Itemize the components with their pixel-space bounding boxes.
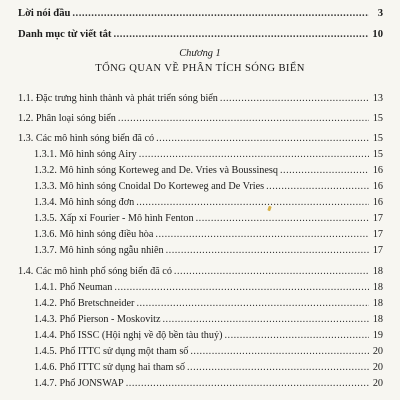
toc-entry-page: 17 — [372, 245, 383, 256]
dot-leader — [224, 328, 369, 343]
toc-entry[interactable] — [34, 360, 383, 375]
toc-entry-page: 3 — [377, 8, 383, 19]
toc-entry[interactable] — [34, 328, 383, 343]
dot-leader — [266, 179, 369, 194]
toc-entry-page: 20 — [372, 346, 383, 357]
toc-entry-title: 1.4.4. Phổ ISSC (Hội nghị về độ bền tàu thuỷ) — [34, 330, 223, 341]
toc-entry-title: 1.3.6. Mô hình sóng điều hòa — [34, 229, 154, 240]
toc-entry-title: 1.3.7. Mô hình sóng ngẫu nhiên — [34, 245, 164, 256]
chapter-title: TỔNG QUAN VỀ PHÂN TÍCH SÓNG BIỂN — [95, 63, 305, 74]
toc-entry[interactable] — [34, 344, 383, 359]
toc-entry-page: 15 — [372, 133, 383, 144]
dot-leader — [166, 243, 369, 258]
toc-entry-title: 1.3.4. Mô hình sóng đơn — [34, 197, 135, 208]
toc-entry-page: 10 — [372, 29, 383, 40]
toc-entry-title: 1.1. Đặc trưng hình thành và phát triển sóng biển — [18, 93, 218, 104]
dot-leader — [280, 163, 369, 178]
toc-entry[interactable] — [34, 243, 383, 258]
toc-entry-title: 1.4.1. Phổ Neuman — [34, 282, 113, 293]
toc-entry[interactable] — [34, 179, 383, 194]
toc-entry[interactable] — [18, 91, 383, 106]
toc-entry-title: 1.3.2. Mô hình sóng Korteweg and De. Vries và Boussinesq — [34, 165, 278, 176]
toc-entry-title: 1.2. Phân loại sóng biển — [18, 113, 116, 124]
dot-leader — [220, 91, 369, 106]
dot-leader — [72, 6, 369, 21]
toc-entry-page: 15 — [372, 113, 383, 124]
toc-entry-title: 1.4.3. Phổ Pierson - Moskovitz — [34, 314, 161, 325]
toc-entry-page: 17 — [372, 213, 383, 224]
dot-leader — [118, 111, 369, 126]
toc-entry-title: 1.3.3. Mô hình sóng Cnoidal Do Korteweg and De Vries — [34, 181, 265, 192]
chapter-label: Chương 1 — [179, 48, 221, 59]
toc-entry[interactable] — [34, 227, 383, 242]
toc-entry-page: 13 — [372, 93, 383, 104]
dot-leader — [113, 27, 369, 42]
toc-entry-title: 1.4.2. Phổ Bretschneider — [34, 298, 135, 309]
toc-entry-title: 1.4.6. Phổ ITTC sử dụng hai tham số — [34, 362, 185, 373]
dot-leader — [190, 344, 369, 359]
toc-entry[interactable] — [34, 211, 383, 226]
dot-leader — [156, 131, 369, 146]
toc-entry-title: 1.4.5. Phổ ITTC sử dụng một tham số — [34, 346, 189, 357]
toc-entry[interactable] — [18, 111, 383, 126]
dot-leader — [139, 147, 369, 162]
dot-leader — [187, 360, 369, 375]
toc-entry-page: 18 — [372, 282, 383, 293]
dot-leader — [136, 195, 369, 210]
toc-entry-page: 16 — [372, 165, 383, 176]
dot-leader — [126, 376, 369, 391]
dot-leader — [163, 312, 370, 327]
toc-entry[interactable] — [34, 147, 383, 162]
toc-entry[interactable] — [34, 195, 383, 210]
dot-leader — [174, 264, 369, 279]
toc-entry-page: 20 — [372, 378, 383, 389]
toc-entry[interactable] — [34, 296, 383, 311]
toc-entry-title: 1.3. Các mô hình sóng biển đã có — [18, 133, 155, 144]
toc-entry[interactable] — [34, 312, 383, 327]
toc-entry-page: 18 — [372, 314, 383, 325]
toc-entry[interactable] — [18, 131, 383, 146]
toc-entry-abbreviations[interactable] — [18, 27, 383, 42]
toc-entry-page: 15 — [372, 149, 383, 160]
toc-entry[interactable] — [34, 280, 383, 295]
toc-entry-page: 16 — [372, 197, 383, 208]
toc-entry[interactable] — [34, 163, 383, 178]
toc-entry-page: 19 — [372, 330, 383, 341]
toc-entry-title: Lời nói đầu — [18, 8, 71, 19]
toc-entry-preface[interactable] — [18, 6, 383, 21]
dot-leader — [114, 280, 369, 295]
toc-entry-page: 16 — [372, 181, 383, 192]
dot-leader — [136, 296, 369, 311]
toc-entry-page: 20 — [372, 362, 383, 373]
toc-entry-page: 17 — [372, 229, 383, 240]
toc-entry-page: 18 — [372, 266, 383, 277]
toc-entry-title: 1.3.1. Mô hình sóng Airy — [34, 149, 137, 160]
toc-entry-title: 1.4. Các mô hình phổ sóng biển đã có — [18, 266, 172, 277]
toc-entry-title: 1.3.5. Xấp xỉ Fourier - Mô hình Fenton — [34, 213, 194, 224]
toc-entry-title: Danh mục từ viết tắt — [18, 29, 112, 40]
dot-leader — [155, 227, 369, 242]
dot-leader — [196, 211, 369, 226]
toc-entry-title: 1.4.7. Phổ JONSWAP — [34, 378, 124, 389]
toc-entry[interactable] — [34, 376, 383, 391]
toc-entry-page: 18 — [372, 298, 383, 309]
toc-entry[interactable] — [18, 264, 383, 279]
